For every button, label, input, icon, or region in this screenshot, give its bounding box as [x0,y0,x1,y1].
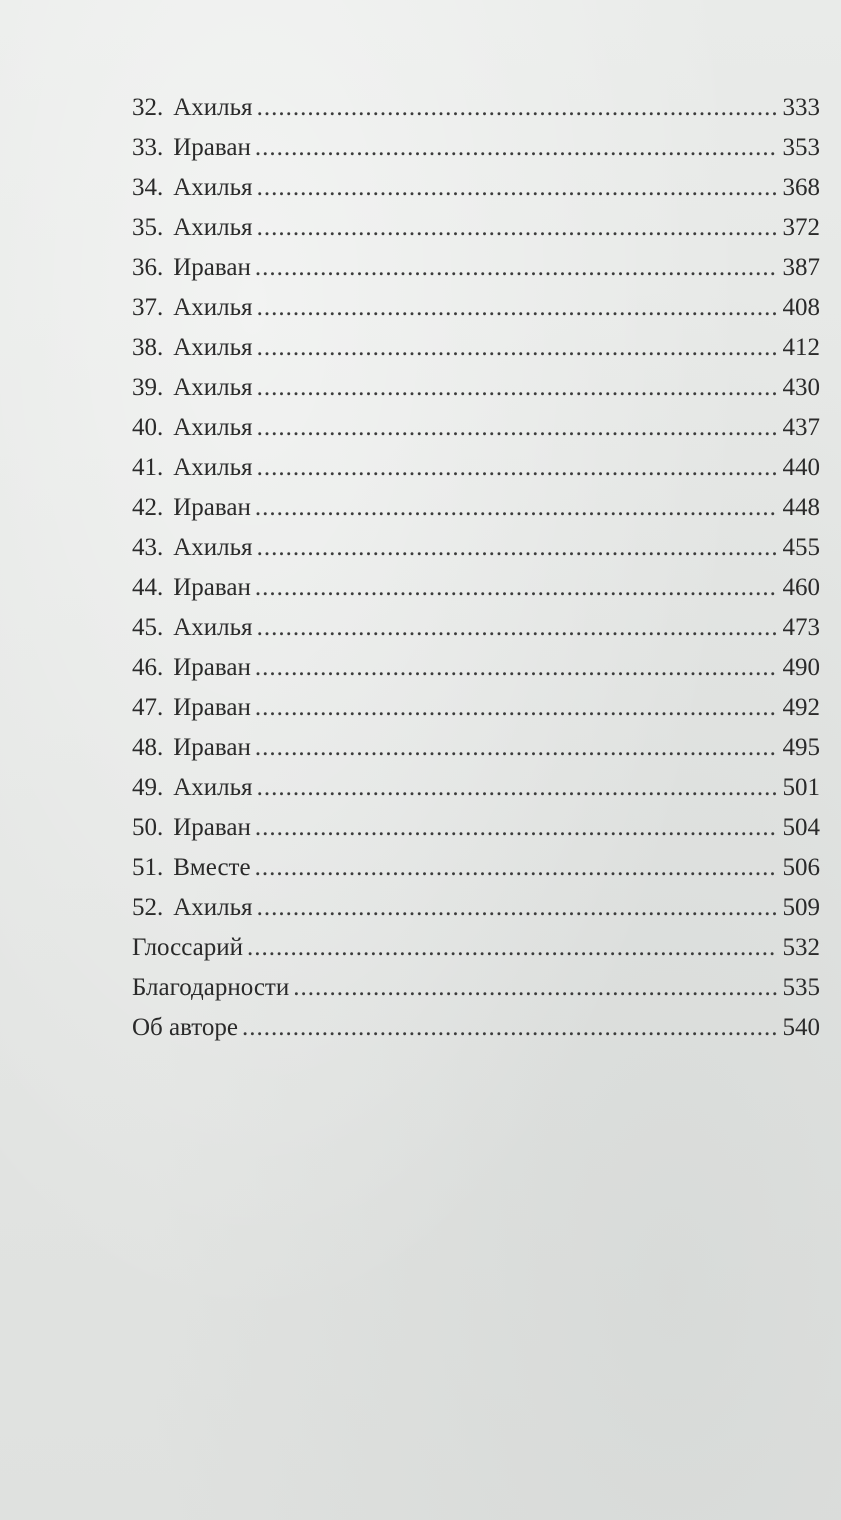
dot-leader [255,488,777,528]
dot-leader [257,368,777,408]
dot-leader [257,768,777,808]
chapter-number: 45. [132,614,164,641]
dot-leader [242,1008,777,1048]
toc-entry [132,768,820,808]
chapter-number: 50. [132,814,164,841]
dot-leader [255,248,777,288]
chapter-number: 35. [132,214,164,241]
chapter-number: 32. [132,94,164,121]
chapter-number: 40. [132,414,164,441]
toc-entry [132,208,820,248]
dot-leader [255,688,777,728]
page-number: 506 [782,854,820,881]
page-number: 430 [782,374,820,401]
page-number: 372 [782,214,820,241]
chapter-title: Ираван [173,734,251,761]
dot-leader [257,88,777,128]
page-number: 437 [782,414,820,441]
chapter-number: 39. [132,374,164,401]
toc-entry [132,728,820,768]
chapter-number: 44. [132,574,164,601]
dot-leader [255,728,777,768]
dot-leader [255,848,777,888]
toc-entry [132,528,820,568]
dot-leader [257,168,777,208]
chapter-title: Ираван [173,574,251,601]
chapter-title: Ахилья [173,614,253,641]
chapter-number: 37. [132,294,164,321]
table-of-contents [132,88,820,1048]
chapter-title: Ахилья [173,374,253,401]
chapter-title: Ахилья [173,894,253,921]
page-number: 460 [782,574,820,601]
toc-entry [132,688,820,728]
page-number: 535 [782,974,820,1001]
chapter-number: 48. [132,734,164,761]
page-number: 501 [782,774,820,801]
chapter-number: 34. [132,174,164,201]
toc-entry [132,88,820,128]
chapter-number: 49. [132,774,164,801]
chapter-number: 38. [132,334,164,361]
page-number: 368 [782,174,820,201]
chapter-title: Ираван [173,654,251,681]
chapter-number: 43. [132,534,164,561]
dot-leader [257,408,777,448]
dot-leader [257,888,777,928]
chapter-number: 42. [132,494,164,521]
toc-entry [132,288,820,328]
toc-entry [132,448,820,488]
page-number: 387 [782,254,820,281]
chapter-title: Ахилья [173,174,253,201]
dot-leader [247,928,776,968]
dot-leader [255,808,777,848]
chapter-title: Ахилья [173,294,253,321]
chapter-title: Вместе [173,854,251,881]
toc-entry [132,168,820,208]
dot-leader [257,608,777,648]
page-number: 333 [782,94,820,121]
dot-leader [257,328,777,368]
chapter-number: 46. [132,654,164,681]
chapter-title: Ахилья [173,214,253,241]
dot-leader [255,648,777,688]
chapter-title: Ираван [173,694,251,721]
dot-leader [293,968,776,1008]
chapter-title: Ираван [173,254,251,281]
toc-entry [132,408,820,448]
section-title: Глоссарий [132,934,244,961]
page-number: 448 [782,494,820,521]
dot-leader [255,128,777,168]
page-number: 353 [782,134,820,161]
toc-entry-glossary [132,928,820,968]
page-number: 408 [782,294,820,321]
toc-entry [132,568,820,608]
page-number: 509 [782,894,820,921]
section-title: Об авторе [132,1014,238,1041]
page-number: 412 [782,334,820,361]
chapter-title: Ахилья [173,774,253,801]
chapter-title: Ахилья [173,414,253,441]
chapter-title: Ираван [173,494,251,521]
toc-entry [132,848,820,888]
chapter-number: 51. [132,854,164,881]
page-number: 492 [782,694,820,721]
toc-entry [132,368,820,408]
toc-entry [132,128,820,168]
toc-entry-acknowledgements [132,968,820,1008]
toc-entry [132,808,820,848]
chapter-title: Ахилья [173,454,253,481]
chapter-title: Ахилья [173,534,253,561]
toc-entry [132,488,820,528]
section-title: Благодарности [132,974,290,1001]
dot-leader [257,528,777,568]
chapter-number: 36. [132,254,164,281]
dot-leader [255,568,777,608]
chapter-title: Ахилья [173,334,253,361]
page-number: 490 [782,654,820,681]
page-number: 455 [782,534,820,561]
page-number: 532 [782,934,820,961]
dot-leader [257,208,777,248]
page-number: 495 [782,734,820,761]
dot-leader [257,448,777,488]
toc-entry [132,608,820,648]
page-number: 440 [782,454,820,481]
page-number: 473 [782,614,820,641]
chapter-title: Ахилья [173,94,253,121]
chapter-number: 41. [132,454,164,481]
chapter-number: 33. [132,134,164,161]
page-number: 540 [782,1014,820,1041]
dot-leader [257,288,777,328]
toc-entry [132,248,820,288]
toc-entry-about-author [132,1008,820,1048]
page-number: 504 [782,814,820,841]
chapter-number: 47. [132,694,164,721]
chapter-title: Ираван [173,134,251,161]
toc-entry [132,648,820,688]
toc-entry [132,328,820,368]
toc-entry [132,888,820,928]
chapter-number: 52. [132,894,164,921]
chapter-title: Ираван [173,814,251,841]
